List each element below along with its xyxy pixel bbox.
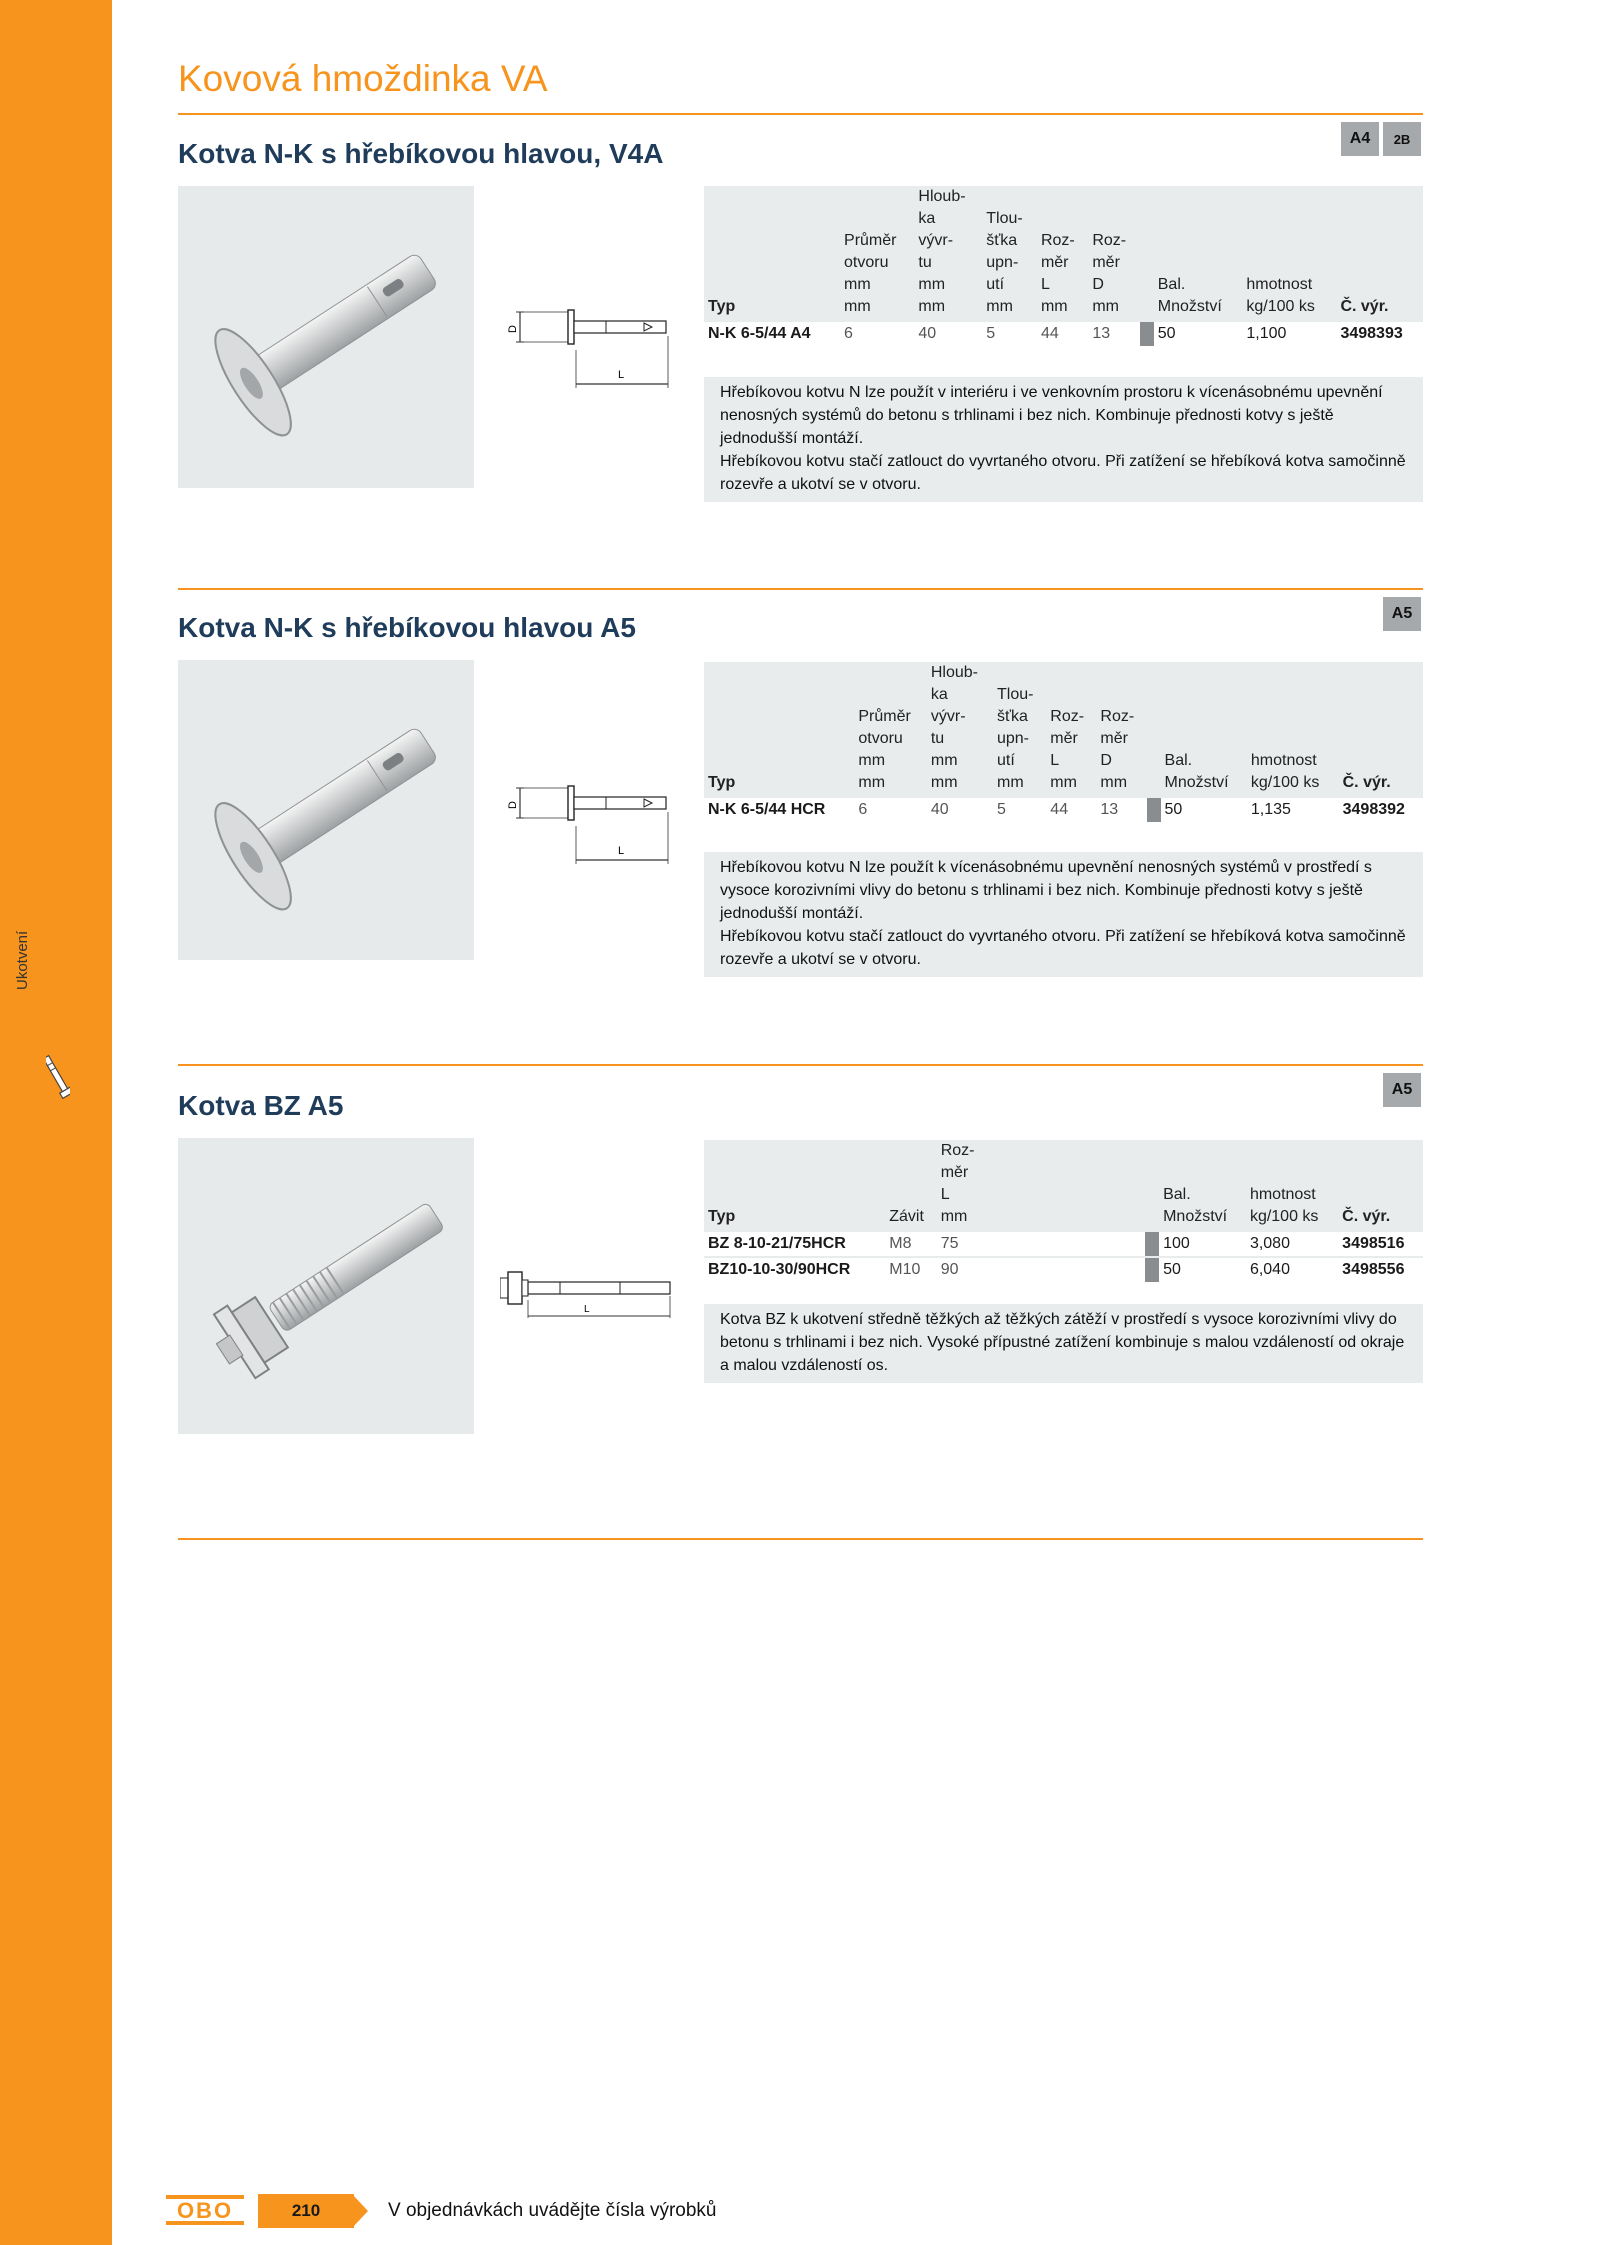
col-typ: Typ xyxy=(708,1208,736,1225)
bottom-rule xyxy=(178,1538,1423,1540)
col-l: Roz- měr L mm xyxy=(940,1142,975,1225)
col-bal: Bal. Množství xyxy=(1157,276,1222,315)
col-thickness: Tlou- šťka upn- utí mm xyxy=(986,210,1023,315)
section-1-badge-a4: A4 xyxy=(1341,122,1379,156)
col-l: Roz- měr L mm xyxy=(1040,232,1075,315)
section-3-table xyxy=(704,1140,1423,1282)
obo-logo xyxy=(166,2195,244,2230)
col-diameter: Průměr otvoru mm mm xyxy=(844,232,897,315)
table-row: BZ10-10-30/90HCR M10 90 50 6,040 3498556 xyxy=(704,1257,1423,1282)
section-1-technical-drawing xyxy=(506,290,686,395)
col-mass: hmotnost kg/100 ks xyxy=(1246,276,1315,315)
side-label: Ukotvení xyxy=(14,930,31,990)
footer-text: V objednávkách uvádějte čísla výrobků xyxy=(388,2200,717,2221)
sidebar xyxy=(0,0,112,2245)
section-3-rule xyxy=(178,1064,1423,1066)
section-1-table xyxy=(704,186,1423,346)
section-3-description: Kotva BZ k ukotvení středně těžkých až těžkých zátěží v prostředí s vysoce korozivními vlivy do betonu s trhlinami i bez nich. Vysoké přípustné zatížení kombinuje s malou vzdáleností od okraje a malou vzdáleností os. xyxy=(704,1304,1423,1383)
col-typ: Typ xyxy=(708,298,736,315)
section-3-title: Kotva BZ A5 xyxy=(178,1090,344,1121)
col-cat: Č. výr. xyxy=(1340,298,1389,315)
section-2-product-photo xyxy=(178,660,474,960)
page-number: 210 xyxy=(258,2194,354,2228)
title-rule xyxy=(178,113,1423,115)
section-2-badge-a5: A5 xyxy=(1383,597,1421,631)
section-2-table xyxy=(704,662,1423,822)
table-row: N-K 6-5/44 A4 6 40 5 44 13 50 1,100 3498393 xyxy=(704,321,1423,346)
obo-logo-text: OBO xyxy=(176,2198,234,2223)
section-1-product-photo xyxy=(178,186,474,488)
col-cat: Č. výr. xyxy=(1342,774,1391,791)
section-2-dim-d: D xyxy=(507,801,519,809)
col-typ: Typ xyxy=(708,774,736,791)
section-3-badge-a5: A5 xyxy=(1383,1073,1421,1107)
table-row: N-K 6-5/44 HCR 6 40 5 44 13 50 1,135 3498392 xyxy=(704,797,1423,822)
col-bal: Bal. Množství xyxy=(1164,752,1229,791)
table-row: BZ 8-10-21/75HCR M8 75 100 3,080 3498516 xyxy=(704,1231,1423,1257)
section-1-title: Kotva N-K s hřebíkovou hlavou, V4A xyxy=(178,138,664,169)
section-2-title: Kotva N-K s hřebíkovou hlavou A5 xyxy=(178,612,636,643)
col-mass: hmotnost kg/100 ks xyxy=(1249,1186,1319,1225)
col-thread: Závit xyxy=(889,1208,924,1225)
section-2-technical-drawing xyxy=(506,766,686,871)
section-2-dim-l: L xyxy=(618,845,625,857)
section-3-dim-l: L xyxy=(584,1304,590,1315)
col-diameter: Průměr otvoru mm mm xyxy=(858,708,911,791)
section-2-rule xyxy=(178,588,1423,590)
page-number-arrow xyxy=(352,2194,368,2228)
anchor-icon xyxy=(46,1052,70,1109)
section-1-description: Hřebíkovou kotvu N lze použít v interiéru i ve venkovním prostoru k vícenásobnému upevnění nenosných systémů do betonu s trhlinami i bez nich. Kombinuje přednosti kotvy s ještě jednodušší montáží. Hřebíkovou kotvu stačí zatlouct do vyvrtaného otvoru. Při zatížení se hřebíková kotva samočinně rozevře a ukotví se v otvoru. xyxy=(704,377,1423,502)
col-depth: Hloub- ka vývr- tu mm mm xyxy=(918,188,966,315)
col-d: Roz- měr D mm xyxy=(1100,708,1135,791)
section-3-technical-drawing xyxy=(500,1260,690,1325)
col-l: Roz- měr L mm xyxy=(1050,708,1085,791)
section-1-badge-2b: 2B xyxy=(1383,122,1421,156)
col-mass: hmotnost kg/100 ks xyxy=(1250,752,1320,791)
section-1-dim-d: D xyxy=(507,325,519,333)
section-2-description: Hřebíkovou kotvu N lze použít k vícenásobnému upevnění nenosných systémů v prostředí s vysoce korozivními vlivy do betonu s trhlinami i bez nich. Kombinuje přednosti kotvy s ještě jednodušší montáží. Hřebíkovou kotvu stačí zatlouct do vyvrtaného otvoru. Při zatížení se hřebíková kotva samočinně rozevře a ukotví se v otvoru. xyxy=(704,852,1423,977)
section-1-dim-l: L xyxy=(618,369,625,381)
col-bal: Bal. Množství xyxy=(1163,1186,1228,1225)
page-title: Kovová hmoždinka VA xyxy=(178,58,548,99)
col-d: Roz- měr D mm xyxy=(1092,232,1127,315)
section-3-product-photo xyxy=(178,1138,474,1434)
col-depth: Hloub- ka vývr- tu mm mm xyxy=(930,664,978,791)
col-thickness: Tlou- šťka upn- utí mm xyxy=(996,686,1034,791)
col-cat: Č. výr. xyxy=(1342,1208,1391,1225)
